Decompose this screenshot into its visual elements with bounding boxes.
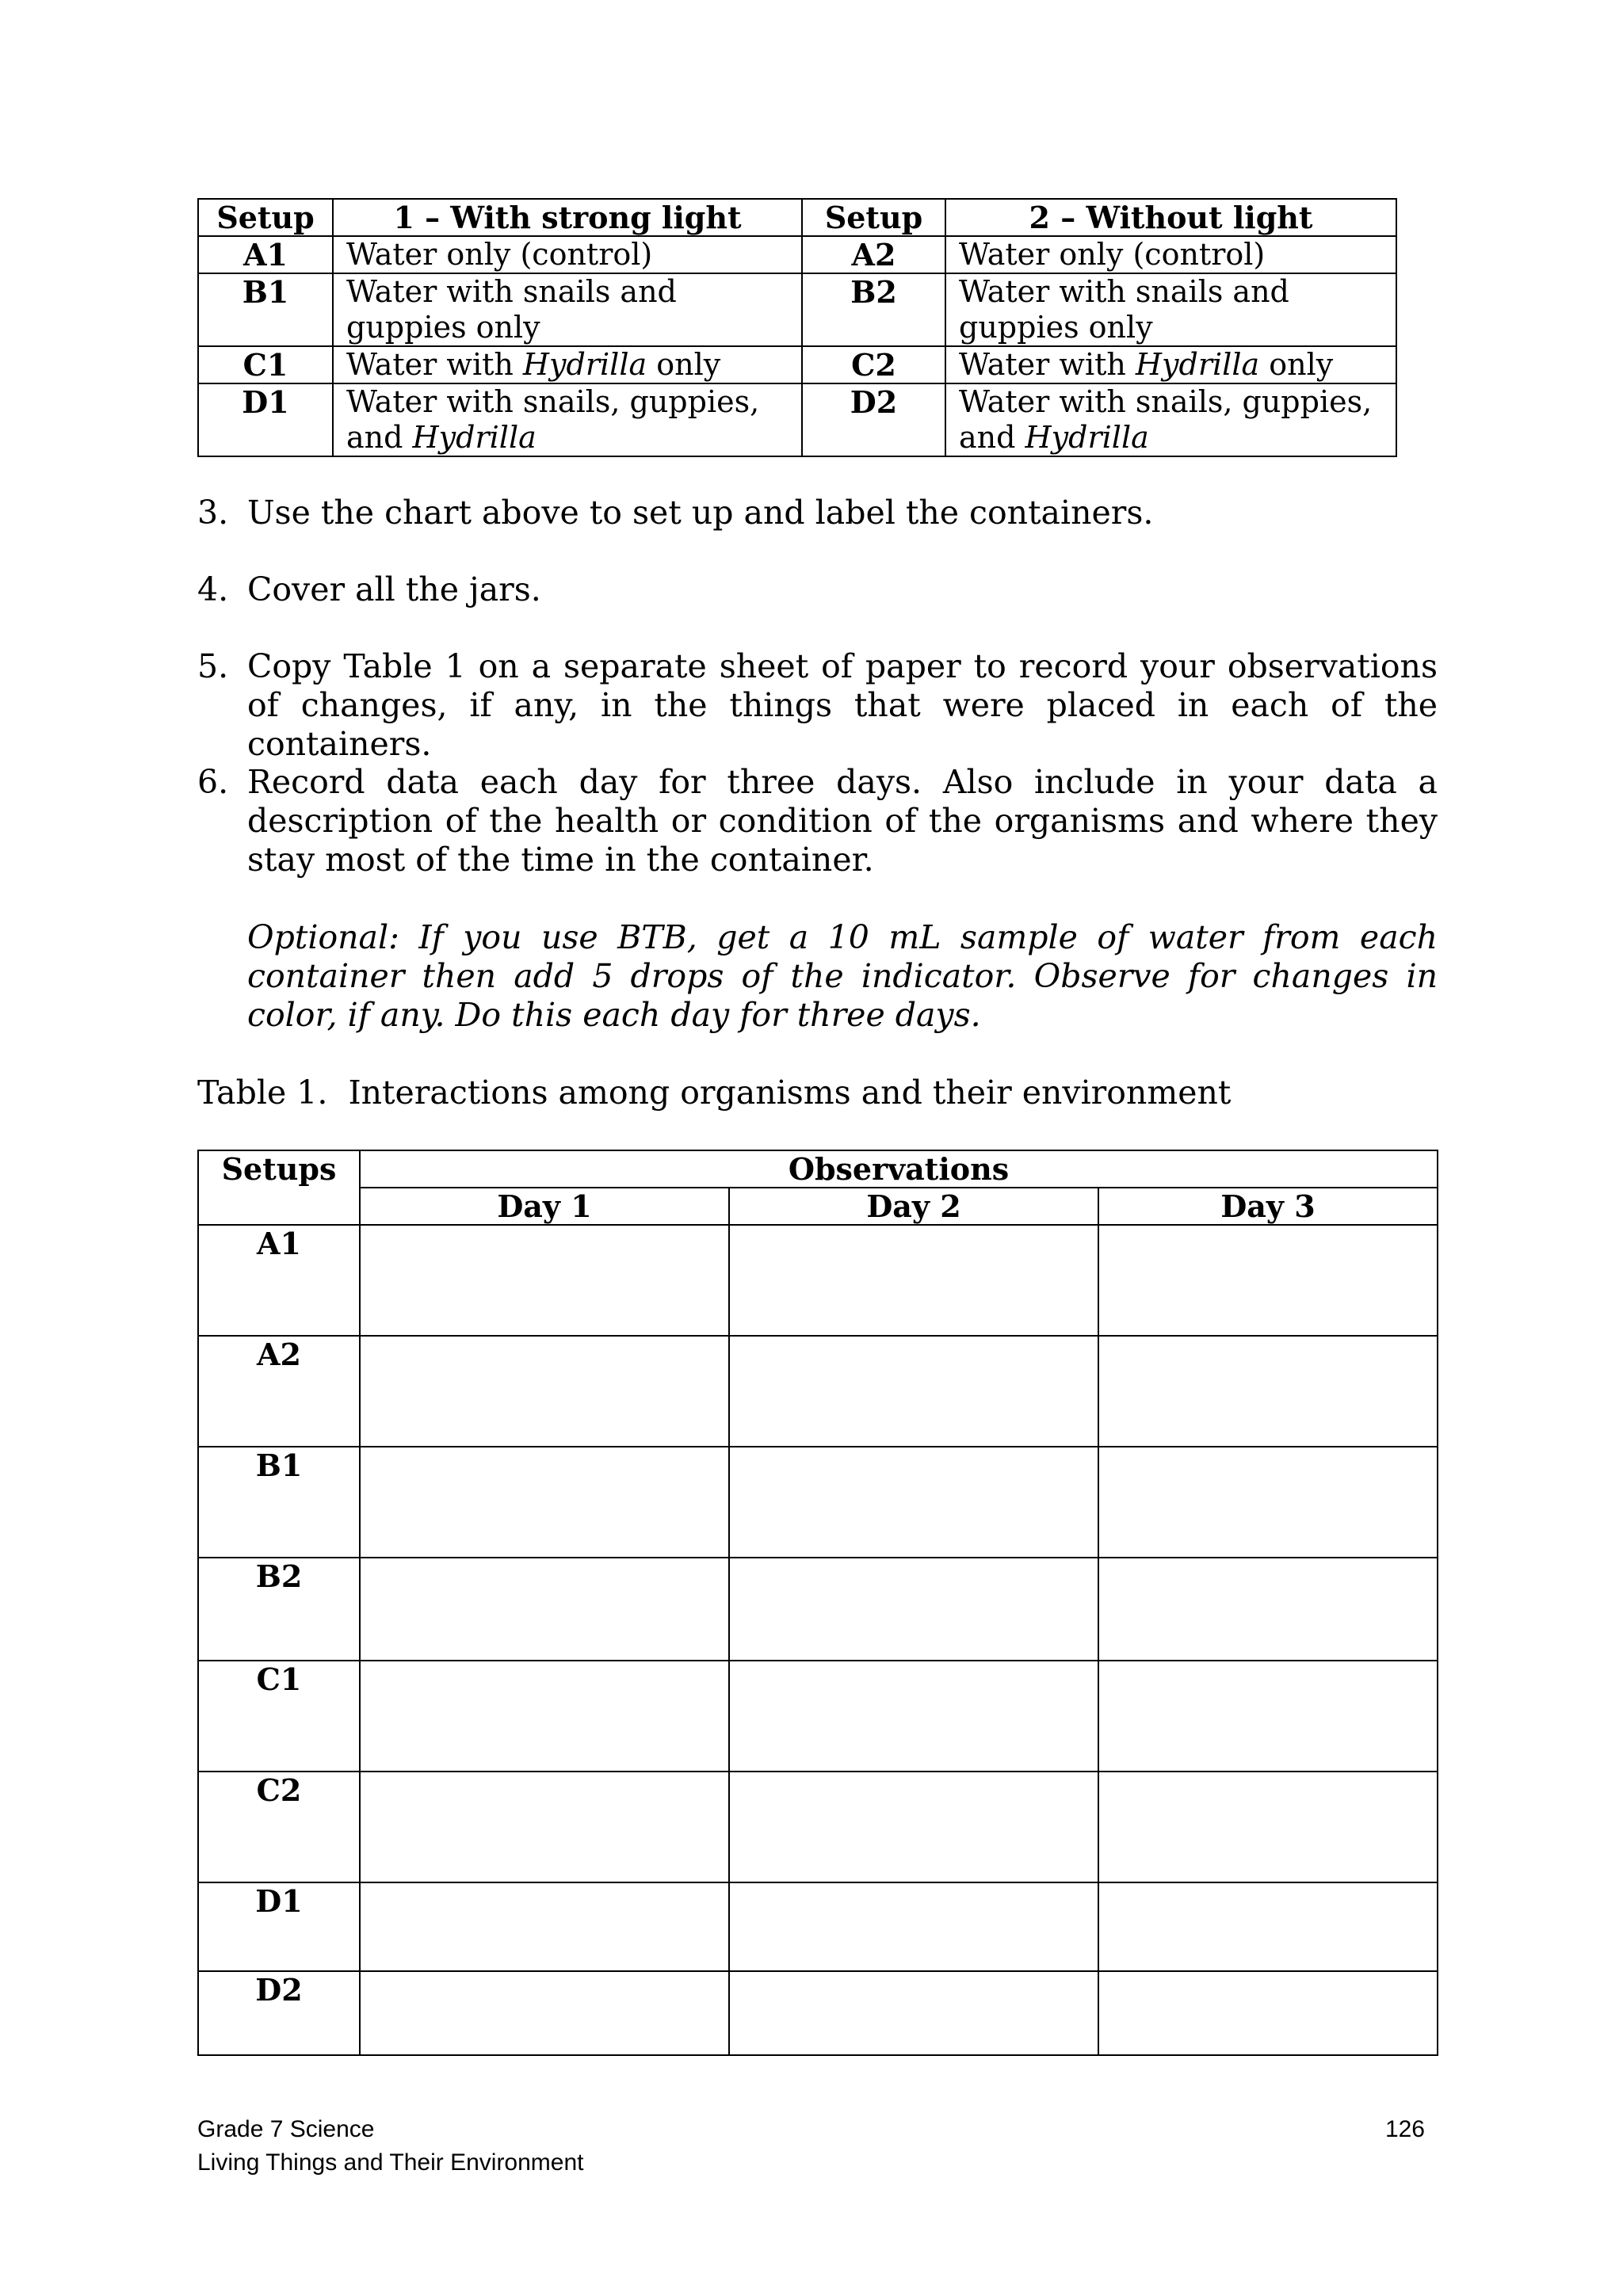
row-label: C2: [198, 1772, 360, 1882]
day-3-cell: [1098, 1882, 1438, 1971]
step-text: Record data each day for three days. Also include in your data a description of the health or condition of the organisms and where they stay most of the time in the container.: [247, 763, 1438, 879]
obs-days-row: [198, 1188, 1438, 1225]
row-label: B2: [198, 1558, 360, 1661]
step-text: Use the chart above to set up and label the containers.: [247, 494, 1154, 532]
day-1-cell: [360, 1661, 729, 1772]
header-without-light: 2 – Without light: [945, 199, 1396, 236]
setup-description: Water with snails, guppies, and Hydrilla: [333, 383, 802, 456]
table-row: [198, 1971, 1438, 2055]
row-label: B1: [198, 1447, 360, 1558]
setup-table-header: [198, 199, 1396, 236]
row-label: D2: [198, 1971, 360, 2055]
setup-description: Water with snails and guppies only: [945, 273, 1396, 346]
observations-header: Observations: [360, 1150, 1438, 1188]
day-2-cell: [729, 1772, 1098, 1882]
day-3-cell: [1098, 1336, 1438, 1447]
step-3: [197, 494, 1438, 532]
step-text: Copy Table 1 on a separate sheet of paper to record your observations of changes, if any, in the things that were placed in each of the containers.: [247, 647, 1438, 763]
day-3-cell: [1098, 1661, 1438, 1772]
setup-row-d: [198, 383, 1396, 456]
header-setup-1: Setup: [198, 199, 333, 236]
day-2-cell: [729, 1661, 1098, 1772]
row-label: A1: [198, 1225, 360, 1336]
day-3-cell: [1098, 1558, 1438, 1661]
setup-description: Water only (control): [333, 236, 802, 273]
setup-code: C2: [802, 346, 945, 383]
setup-description: Water with Hydrilla only: [945, 346, 1396, 383]
table-row: [198, 1772, 1438, 1882]
setups-header: Setups: [198, 1150, 360, 1225]
optional-note: Optional: If you use BTB, get a 10 mL sample of water from each container then add 5 drops of the indicator. Observe for changes in color, if any. Do this each day for three days.: [247, 918, 1438, 1034]
table-row: [198, 1661, 1438, 1772]
setup-code: D1: [198, 383, 333, 456]
step-4: [197, 570, 1438, 609]
header-setup-2: Setup: [802, 199, 945, 236]
setup-row-a: [198, 236, 1396, 273]
day-2-cell: [729, 1971, 1098, 2055]
setup-code: D2: [802, 383, 945, 456]
setup-description: Water with Hydrilla only: [333, 346, 802, 383]
day-2-cell: [729, 1225, 1098, 1336]
table-row: [198, 1558, 1438, 1661]
day-1-cell: [360, 1336, 729, 1447]
table-row: [198, 1882, 1438, 1971]
setup-code: B1: [198, 273, 333, 346]
obs-header-row: [198, 1150, 1438, 1188]
setup-description: Water with snails, guppies, and Hydrilla: [945, 383, 1396, 456]
row-label: C1: [198, 1661, 360, 1772]
table-row: [198, 1447, 1438, 1558]
row-label: D1: [198, 1882, 360, 1971]
header-with-light: 1 – With strong light: [333, 199, 802, 236]
day-2-cell: [729, 1882, 1098, 1971]
day-2-cell: [729, 1447, 1098, 1558]
day-1-cell: [360, 1225, 729, 1336]
step-number: 5.: [197, 647, 229, 685]
setup-row-b: [198, 273, 1396, 346]
step-5: [197, 647, 1438, 764]
step-number: 3.: [197, 494, 229, 532]
day-1-cell: [360, 1558, 729, 1661]
step-number: 4.: [197, 570, 229, 608]
setup-code: A2: [802, 236, 945, 273]
table-row: [198, 1336, 1438, 1447]
day-1-cell: [360, 1882, 729, 1971]
setup-row-c: [198, 346, 1396, 383]
step-text: Cover all the jars.: [247, 570, 541, 608]
setup-description: Water only (control): [945, 236, 1396, 273]
setup-table: [197, 198, 1397, 457]
row-label: A2: [198, 1336, 360, 1447]
page-number: 126: [1384, 2116, 1425, 2142]
table-caption: Table 1. Interactions among organisms and their environment: [197, 1074, 1232, 1112]
day-2-cell: [729, 1558, 1098, 1661]
day-3-cell: [1098, 1772, 1438, 1882]
day-1-header: Day 1: [360, 1188, 729, 1225]
step-number: 6.: [197, 763, 229, 801]
footer-subject: Grade 7 Science: [197, 2116, 375, 2142]
day-3-cell: [1098, 1447, 1438, 1558]
day-1-cell: [360, 1447, 729, 1558]
step-6: [197, 763, 1438, 879]
setup-code: C1: [198, 346, 333, 383]
setup-description: Water with snails and guppies only: [333, 273, 802, 346]
table-row: [198, 1225, 1438, 1336]
observations-table: [197, 1150, 1438, 2056]
footer-module: Living Things and Their Environment: [197, 2149, 584, 2176]
day-2-cell: [729, 1336, 1098, 1447]
day-1-cell: [360, 1772, 729, 1882]
day-3-cell: [1098, 1225, 1438, 1336]
day-2-header: Day 2: [729, 1188, 1098, 1225]
setup-code: B2: [802, 273, 945, 346]
day-1-cell: [360, 1971, 729, 2055]
setup-code: A1: [198, 236, 333, 273]
day-3-cell: [1098, 1971, 1438, 2055]
day-3-header: Day 3: [1098, 1188, 1438, 1225]
